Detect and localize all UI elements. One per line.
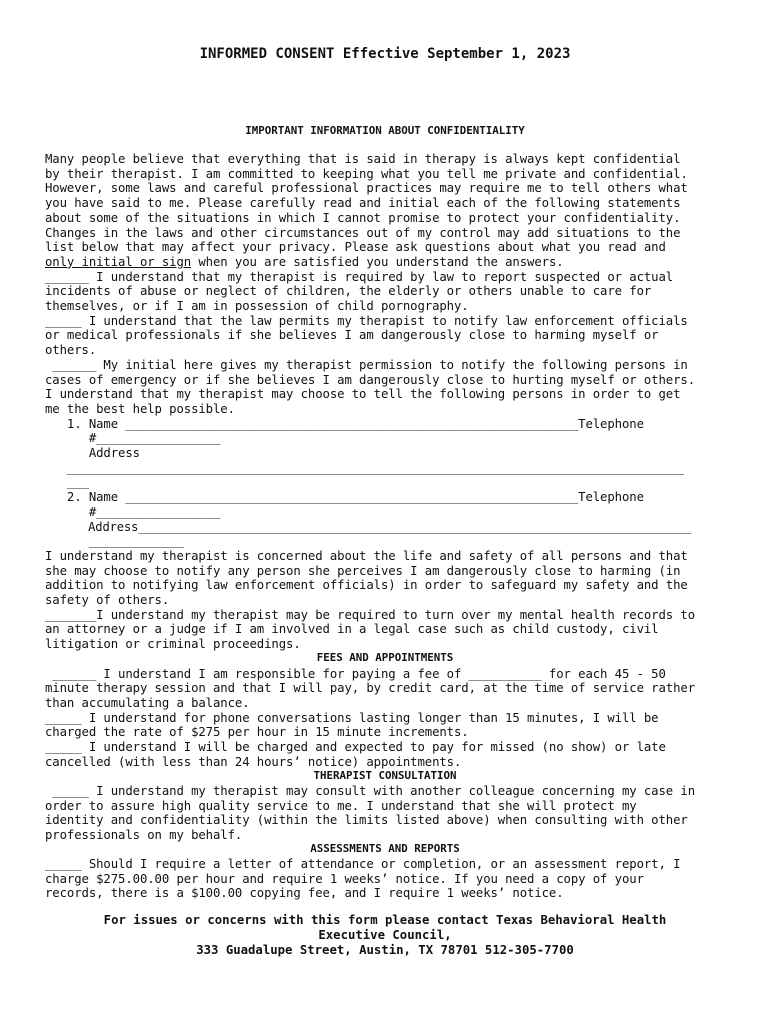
footer-contact-line: For issues or concerns with this form please contact Texas Behavioral Health [103,913,667,927]
intro-line: list below that may affect your privacy. Please ask questions about what you read and [45,240,666,255]
intro-line: you have said to me. Please carefully read and initial each of the following statements [45,196,681,211]
initial-statement-line: _____ I understand that the law permits my therapist to notify law enforcement officials [45,313,688,328]
footer-contact-line: Executive Council, [318,928,452,942]
initial-statement-line: minute therapy session and that I will pay, by credit card, at the time of service rather [45,681,695,696]
initial-statement-line: professionals on my behalf. [45,828,243,843]
initial-statement-line: _____ I understand my therapist may consult with another colleague concerning my case in [45,784,695,798]
intro-line-rest: when you are satisfied you understand the answers. [191,254,564,269]
intro-line: Many people believe that everything that is said in therapy is always kept confidential [45,152,681,166]
contact-1-address-line: ______________________________________________________________________________________ [45,460,685,475]
statement-line: I understand my therapist is concerned about the life and safety of all persons and that [45,548,688,563]
contact-2-phone-line: #_________________ [45,504,221,519]
initial-statement-line: cases of emergency or if she believes I am dangerously close to hurting myself or others. [45,372,695,387]
intro-line: by their therapist. I am committed to keeping what you tell me private and confidential. [45,166,688,181]
initial-statement-line: charge $275.00.00 per hour and require 1 weeks’ notice. If you need a copy of your [45,871,644,886]
contact-1-name-line: 1. Name ______________________________________________________________Telephone [45,416,644,431]
initial-statement-line: identity and confidentiality (within the limits listed above) when consulting with other [45,813,688,828]
initial-statement-line: ______ I understand that my therapist is required by law to report suspected or actual [45,269,674,284]
document-title: INFORMED CONSENT Effective September 1, 2023 [199,46,571,62]
intro-line: Changes in the laws and other circumstances out of my control may add situations to the [45,225,681,240]
initial-statement-line: me the best help possible. [45,401,235,416]
confidentiality-heading: IMPORTANT INFORMATION ABOUT CONFIDENTIALITY [245,124,525,137]
initial-statement-line: I understand that my therapist may choose to tell the following persons in order to get [45,387,681,402]
initial-statement-line: cancelled (with less than 24 hours’ notice) appointments. [45,754,462,769]
initial-statement-line: charged the rate of $275 per hour in 15 minute increments. [45,725,469,740]
contact-2-name-line: 2. Name ______________________________________________________________Telephone [45,490,644,505]
intro-underlined-phrase: only initial or sign [45,254,192,269]
assessments-heading: ASSESSMENTS AND REPORTS [310,841,460,855]
contact-1-address-line-cont: ___ [45,475,89,490]
footer-address-line: 333 Guadalupe Street, Austin, TX 78701 512-305-7700 [196,943,574,957]
contact-2-address-line-cont: _____________ [45,534,184,549]
initial-statement-line: _____ I understand I will be charged and expected to pay for missed (no show) or late [45,740,666,754]
contact-2-address-line: Address_____________________________________________________________________________ [45,519,692,534]
statement-line: she may choose to notify any person she perceives I am dangerously close to harming (in [45,563,681,578]
initial-statement-line: litigation or criminal proceedings. [45,637,301,652]
initial-statement-line: an attorney or a judge if I am involved in a legal case such as child custody, civil [45,622,659,637]
intro-line: about some of the situations in which I cannot promise to protect your confidentiality. [45,210,681,225]
initial-statement-line: themselves, or if I am in possession of child pornography. [45,299,469,313]
fees-heading: FEES AND APPOINTMENTS [316,651,454,664]
initial-statement-line: _____ Should I require a letter of attendance or completion, or an assessment report, I [45,857,681,871]
initial-statement-line: others. [45,343,97,358]
initial-statement-line: records, there is a $100.00 copying fee, and I require 1 weeks’ notice. [45,886,564,901]
initial-statement-line: order to assure high quality service to me. I understand that she will protect my [45,798,637,813]
initial-statement-line: _______I understand my therapist may be required to turn over my mental health records to [45,607,695,622]
intro-line: However, some laws and careful professional practices may require me to tell others what [45,181,688,196]
statement-line: safety of others. [45,593,170,607]
initial-statement-line: ______ I understand I am responsible for paying a fee of __________ for each 45 - 50 [45,666,666,681]
initial-statement-line: than accumulating a balance. [45,695,250,710]
statement-line: addition to notifying law enforcement officials) in order to safeguard my safety and the [45,578,688,593]
contact-1-address-label: Address [45,446,140,460]
intro-line [45,255,564,270]
consultation-heading: THERAPIST CONSULTATION [313,768,457,782]
initial-statement-line: _____ I understand for phone conversations lasting longer than 15 minutes, I will be [45,710,659,725]
initial-statement-line: or medical professionals if she believes I am dangerously close to harming myself or [45,328,659,343]
initial-statement-line: ______ My initial here gives my therapist permission to notify the following persons in [45,357,688,372]
contact-1-phone-line: #_________________ [45,431,221,446]
initial-statement-line: incidents of abuse or neglect of children, the elderly or others unable to care for [45,284,652,299]
